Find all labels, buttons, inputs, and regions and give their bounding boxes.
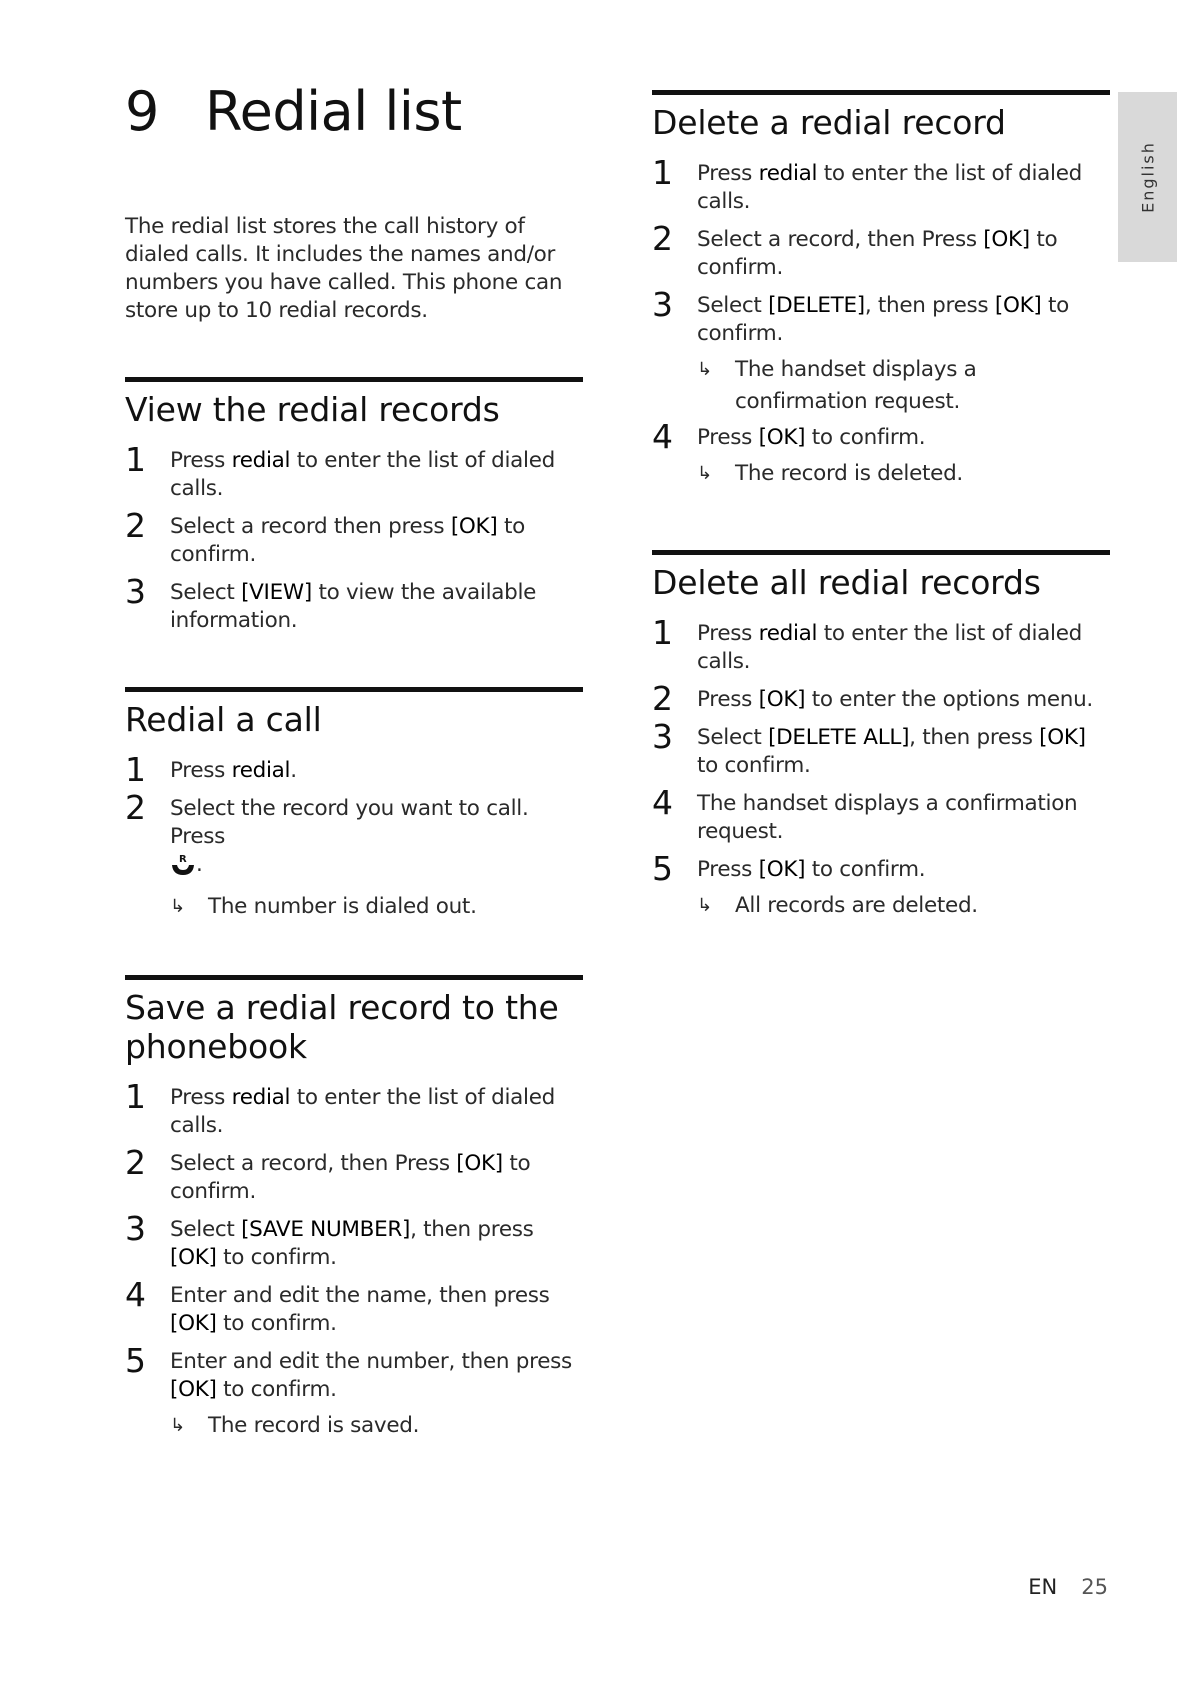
step-result bbox=[170, 1410, 583, 1442]
step-text: Enter and edit the name, then press [OK] to confirm. bbox=[170, 1283, 550, 1336]
step-number: 2 bbox=[125, 788, 146, 827]
chapter-number: 9 bbox=[125, 80, 159, 143]
step-text: Press redial to enter the list of dialed calls. bbox=[170, 1085, 555, 1138]
step-number: 3 bbox=[125, 1209, 146, 1248]
step bbox=[125, 506, 583, 569]
key-label: [DELETE ALL] bbox=[768, 725, 910, 750]
step bbox=[652, 717, 1110, 780]
section-title: Delete all redial records bbox=[652, 563, 1041, 602]
step bbox=[652, 417, 1110, 456]
key-label: [DELETE] bbox=[768, 293, 865, 318]
step-number: 2 bbox=[652, 679, 673, 718]
step-result bbox=[697, 458, 1110, 490]
step-number: 1 bbox=[652, 153, 673, 192]
step-text: Press redial to enter the list of dialed calls. bbox=[697, 621, 1082, 674]
step-text: Select [DELETE], then press [OK] to confirm. bbox=[697, 293, 1069, 346]
key-label: [OK] bbox=[456, 1151, 503, 1176]
step bbox=[125, 1341, 583, 1404]
result-arrow-icon: ↳ bbox=[170, 1415, 185, 1436]
section-title: Delete a redial record bbox=[652, 103, 1006, 142]
step-text: Press redial. bbox=[170, 758, 297, 783]
step-number: 5 bbox=[125, 1341, 146, 1380]
key-label: [OK] bbox=[983, 227, 1030, 252]
section-save-to-phonebook bbox=[125, 975, 583, 1442]
key-label: redial bbox=[231, 758, 291, 783]
step-text: Select a record then press [OK] to confirm. bbox=[170, 514, 525, 567]
key-label: [OK] bbox=[758, 687, 806, 712]
right-column bbox=[652, 90, 1110, 928]
page-number: 25 bbox=[1081, 1575, 1108, 1599]
key-label: redial bbox=[231, 1085, 291, 1110]
step-text: The handset displays a confirmation request. bbox=[697, 791, 1078, 844]
key-label: [OK] bbox=[994, 293, 1042, 318]
step-number: 2 bbox=[652, 219, 673, 258]
step bbox=[125, 1077, 583, 1140]
step-text: Press [OK] to confirm. bbox=[697, 425, 926, 450]
step-text: Select [VIEW] to view the available information. bbox=[170, 580, 537, 633]
step-text: Select a record, then Press [OK] to confirm. bbox=[697, 227, 1058, 280]
result-arrow-icon: ↳ bbox=[697, 463, 712, 484]
step-number: 1 bbox=[652, 613, 673, 652]
svg-text:R: R bbox=[179, 854, 187, 865]
section-view-redial-records bbox=[125, 377, 583, 635]
step bbox=[125, 788, 583, 885]
step bbox=[125, 1143, 583, 1206]
result-text: All records are deleted. bbox=[735, 893, 978, 918]
step-number: 3 bbox=[125, 572, 146, 611]
section-title: View the redial records bbox=[125, 390, 500, 429]
step-number: 1 bbox=[125, 750, 146, 789]
step-text: Enter and edit the number, then press [OK] to confirm. bbox=[170, 1349, 572, 1402]
step-text: Press redial to enter the list of dialed calls. bbox=[170, 448, 555, 501]
step-result bbox=[697, 890, 1110, 922]
section-title: Redial a call bbox=[125, 700, 322, 739]
step-number: 3 bbox=[652, 285, 673, 324]
step-text: Press redial to enter the list of dialed calls. bbox=[697, 161, 1082, 214]
step bbox=[652, 285, 1110, 348]
step bbox=[125, 1209, 583, 1272]
step-number: 1 bbox=[125, 1077, 146, 1116]
result-arrow-icon: ↳ bbox=[697, 359, 712, 380]
step bbox=[125, 572, 583, 635]
step-text: Select a record, then Press [OK] to confirm. bbox=[170, 1151, 531, 1204]
step-text: Press [OK] to enter the options menu. bbox=[697, 687, 1093, 712]
step-number: 3 bbox=[652, 717, 673, 756]
step-number: 5 bbox=[652, 849, 673, 888]
key-label: [SAVE NUMBER] bbox=[241, 1217, 411, 1242]
key-label: [OK] bbox=[170, 1245, 217, 1270]
result-arrow-icon: ↳ bbox=[697, 895, 712, 916]
handset-redial-icon bbox=[170, 853, 196, 885]
step-text: Press [OK] to confirm. bbox=[697, 857, 926, 882]
key-label: redial bbox=[231, 448, 291, 473]
step bbox=[652, 153, 1110, 216]
result-arrow-icon: ↳ bbox=[170, 896, 185, 917]
key-label: [OK] bbox=[170, 1377, 217, 1402]
step-number: 4 bbox=[125, 1275, 146, 1314]
step bbox=[652, 613, 1110, 676]
section-delete-all-redial-records bbox=[652, 550, 1110, 922]
key-label: [OK] bbox=[1039, 725, 1086, 750]
result-text: The record is deleted. bbox=[735, 461, 963, 486]
step-number: 2 bbox=[125, 1143, 146, 1182]
step bbox=[652, 783, 1110, 846]
key-label: [OK] bbox=[758, 857, 806, 882]
section-redial-a-call bbox=[125, 687, 583, 923]
step-text: Select [SAVE NUMBER], then press [OK] to confirm. bbox=[170, 1217, 534, 1270]
step-text: Select [DELETE ALL], then press [OK] to confirm. bbox=[697, 725, 1086, 778]
section-delete-redial-record bbox=[652, 90, 1110, 490]
step-result bbox=[697, 354, 1110, 418]
result-text: The record is saved. bbox=[208, 1413, 420, 1438]
step bbox=[125, 440, 583, 503]
step bbox=[652, 849, 1110, 888]
step-number: 1 bbox=[125, 440, 146, 479]
step-result bbox=[170, 891, 583, 923]
language-tab bbox=[1118, 92, 1177, 262]
section-title: Save a redial record to the phonebook bbox=[125, 988, 559, 1066]
key-label: redial bbox=[758, 621, 818, 646]
key-label: [OK] bbox=[758, 425, 806, 450]
key-label: [VIEW] bbox=[241, 580, 312, 605]
step bbox=[125, 750, 583, 789]
chapter-title: Redial list bbox=[205, 80, 462, 143]
step-text: Select the record you want to call. Press R . bbox=[170, 795, 583, 885]
key-label: [OK] bbox=[450, 514, 498, 539]
step-number: 2 bbox=[125, 506, 146, 545]
result-text: The number is dialed out. bbox=[208, 894, 477, 919]
chapter-heading bbox=[125, 80, 583, 143]
page-footer bbox=[1028, 1575, 1108, 1599]
key-label: [OK] bbox=[170, 1311, 217, 1336]
step bbox=[125, 1275, 583, 1338]
key-label: redial bbox=[758, 161, 818, 186]
step-number: 4 bbox=[652, 783, 673, 822]
intro-paragraph: The redial list stores the call history of dialed calls. It includes the names and/or numbers you have called. This phone can store up to 10 redial records. bbox=[125, 214, 563, 323]
result-text: The handset displays a confirmation request. bbox=[735, 357, 977, 414]
left-column bbox=[125, 80, 583, 1448]
step-number: 4 bbox=[652, 417, 673, 456]
step bbox=[652, 219, 1110, 282]
step bbox=[652, 679, 1110, 718]
language-tab-label: English bbox=[1138, 141, 1157, 213]
footer-language: EN bbox=[1028, 1575, 1058, 1599]
